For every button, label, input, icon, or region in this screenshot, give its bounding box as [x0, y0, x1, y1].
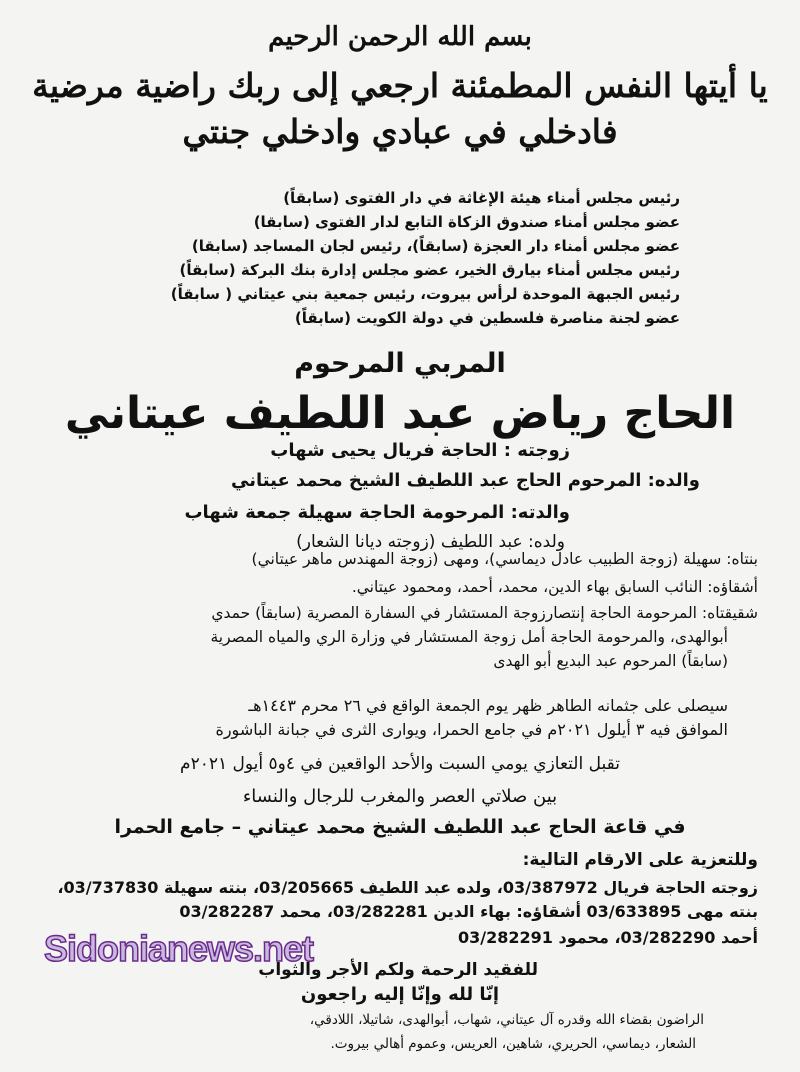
- daughters-line: بنتاه: سهيلة (زوجة الطبيب عادل ديماسي)، ومهى (زوجة المهندس ماهر عيتاني): [251, 550, 758, 568]
- mercy-line: للفقيد الرحمة ولكم الأجر والثواب: [258, 960, 538, 980]
- contacts-line-1: زوجته الحاجة فريال 03/387972، ولده عبد اللطيف 03/205665، بنته سهيلة 03/737830،: [57, 878, 758, 897]
- titles-list: [120, 186, 680, 330]
- sisters-line-1: شقيقتاه: المرحومة الحاجة إنتصارزوجة المستشار في السفارة المصرية (سابقاً) حمدي: [211, 604, 758, 622]
- mother-line: والدته: المرحومة الحاجة سهيلة جمعة شهاب: [184, 502, 570, 523]
- funeral-line-1: سيصلى على جثمانه الطاهر ظهر يوم الجمعة الواقع في ٢٦ محرم ١٤٤٣هـ: [248, 696, 728, 715]
- quran-verse-line-2: فادخلي في عبادي وادخلي جنتي: [182, 112, 618, 151]
- title-item: رئيس مجلس أمناء بيارق الخير، عضو مجلس إدارة بنك البركة (سابقاً): [179, 261, 680, 279]
- title-item: عضو مجلس أمناء صندوق الزكاة التابع لدار الفتوى (سابقا): [253, 213, 680, 231]
- inna-lillah-line: إنّا لله وإنّا إليه راجعون: [300, 984, 500, 1005]
- basmala: بسم الله الرحمن الرحيم: [268, 22, 532, 52]
- condolences-venue: في قاعة الحاج عبد اللطيف الشيخ محمد عيتاني – جامع الحمرا: [114, 816, 686, 838]
- title-item: رئيس مجلس أمناء هيئة الإغاثة في دار الفتوى (سابقاً): [283, 189, 680, 207]
- contacts-title: وللتعزية على الارقام التالية:: [522, 850, 758, 870]
- mourners-line-2: الشعار، ديماسي، الحريري، شاهين، العريس، وعموم أهالي بيروت.: [330, 1036, 696, 1052]
- father-line: والده: المرحوم الحاج عبد اللطيف الشيخ محمد عيتاني: [231, 470, 700, 491]
- funeral-line-2: الموافق فيه ٣ أيلول ٢٠٢١م في جامع الحمرا، ويوارى الثرى في جبانة الباشورة: [215, 720, 728, 739]
- contacts-line-3: أحمد 03/282290، محمود 03/282291: [458, 928, 758, 947]
- mourners-line-1: الراضون بقضاء الله وقدره آل عيتاني، شهاب، أبوالهدى، شاتيلا، اللادقي،: [309, 1012, 704, 1028]
- sisters-line-3: (سابقاً) المرحوم عبد البديع أبو الهدى: [493, 652, 728, 670]
- title-item: عضو لجنة مناصرة فلسطين في دولة الكويت (سابقاً): [294, 309, 680, 327]
- title-item: رئيس الجبهة الموحدة لرأس بيروت، رئيس جمعية بني عيتاني ( سابقاً): [170, 285, 680, 303]
- son-line: ولده: عبد اللطيف (زوجته ديانا الشعار): [296, 532, 565, 552]
- watermark-logo: Sidonianews.net: [44, 928, 314, 969]
- title-item: عضو مجلس أمناء دار العجزة (سابقاً)، رئيس لجان المساجد (سابقا): [191, 237, 680, 255]
- sisters-line-2: أبوالهدى، والمرحومة الحاجة أمل زوجة المستشار في وزارة الري والمياه المصرية: [210, 628, 728, 646]
- condolences-days: تقبل التعازي يومي السبت والأحد الواقعين في ٤و٥ أيول ٢٠٢١م: [180, 754, 620, 774]
- deceased-prefix: المربي المرحوم: [294, 348, 506, 379]
- contacts-line-2: بنته مهى 03/633895 أشقاؤه: بهاء الدين 03/282281، محمد 03/282287: [179, 902, 758, 921]
- condolences-time: بين صلاتي العصر والمغرب للرجال والنساء: [242, 786, 558, 807]
- deceased-name: الحاج رياض عبد اللطيف عيتاني: [64, 388, 736, 439]
- wife-line: زوجته : الحاجة فريال يحيى شهاب: [270, 440, 570, 461]
- brothers-line: أشقاؤه: النائب السابق بهاء الدين، محمد، أحمد، ومحمود عيتاني.: [351, 578, 758, 596]
- quran-verse-line-1: يا أيتها النفس المطمئنة ارجعي إلى ربك راضية مرضية: [32, 66, 768, 105]
